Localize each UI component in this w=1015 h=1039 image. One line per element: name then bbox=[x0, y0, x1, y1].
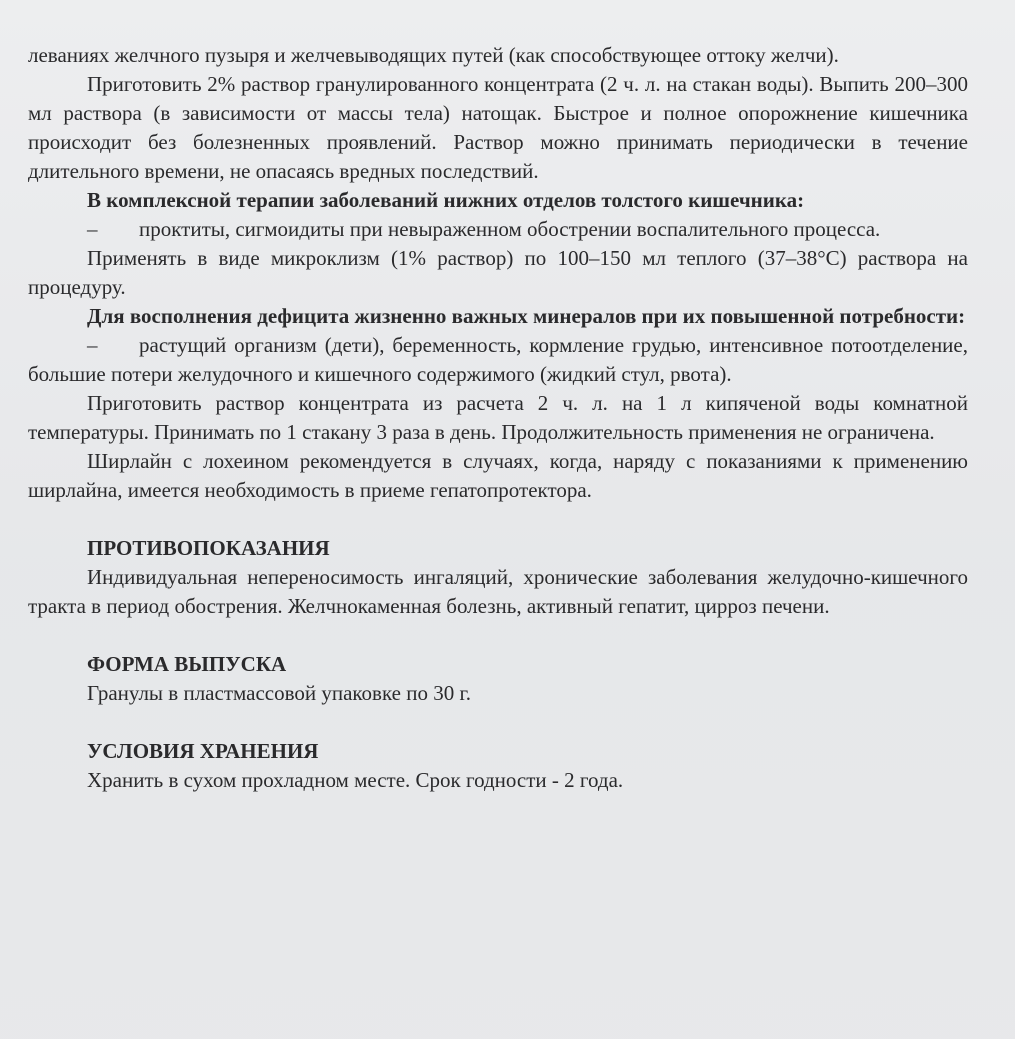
subheading-minerals: Для восполнения дефицита жизненно важных минералов при их повышенной потребности: bbox=[87, 304, 966, 328]
subheading-lower-intestine: В комплексной терапии заболеваний нижних отделов толстого кишечника: bbox=[87, 188, 805, 212]
paragraph-dosage: Приготовить раствор концентрата из расчета 2 ч. л. на 1 л кипяченой воды комнатной температуры. Принимать по 1 стакану 3 раза в день. Продолжительность применения не ограничена. bbox=[28, 391, 968, 444]
list-item-proctitis bbox=[28, 215, 968, 244]
text-contraindications: Индивидуальная непереносимость ингаляций, хронические заболевания желудочно-кишечного тракта в период обострения. Желчнокаменная болезнь, активный гепатит, цирроз печени. bbox=[28, 565, 968, 618]
list-item-growing-organism bbox=[28, 331, 968, 389]
paragraph-lokhein: Ширлайн с лохеином рекомендуется в случаях, когда, наряду с показаниями к применению ширлайна, имеется необходимость в приеме гепатопротектора. bbox=[28, 449, 968, 502]
list-dash: – bbox=[87, 217, 98, 241]
list-dash: – bbox=[87, 333, 98, 357]
heading-storage: УСЛОВИЯ ХРАНЕНИЯ bbox=[87, 739, 319, 763]
spacer bbox=[28, 505, 968, 534]
spacer bbox=[28, 708, 968, 737]
heading-release-form: ФОРМА ВЫПУСКА bbox=[87, 652, 287, 676]
list-item-text: растущий организм (дети), беременность, кормление грудью, интенсивное потоотделение, большие потери желудочного и кишечного содержимого (жидкий стул, рвота). bbox=[28, 333, 968, 386]
document-page bbox=[28, 41, 968, 795]
list-item-text: проктиты, сигмоидиты при невыраженном обострении воспалительного процесса. bbox=[139, 217, 881, 241]
paragraph-microclysters: Применять в виде микроклизм (1% раствор) по 100–150 мл теплого (37–38°С) раствора на процедуру. bbox=[28, 246, 968, 299]
paragraph-preparation: Приготовить 2% раствор гранулированного концентрата (2 ч. л. на стакан воды). Выпить 200–300 мл раствора (в зависимости от массы тела) натощак. Быстрое и полное опорожнение кишечника происходит без болезненных проявлений. Раствор можно принимать периодически в течение длительного времени, не опасаясь вредных последствий. bbox=[28, 72, 968, 183]
text-storage: Хранить в сухом прохладном месте. Срок годности - 2 года. bbox=[87, 768, 624, 792]
paragraph-continuation: леваниях желчного пузыря и желчевыводящих путей (как способствующее оттоку желчи). bbox=[28, 43, 839, 67]
text-release-form: Гранулы в пластмассовой упаковке по 30 г. bbox=[87, 681, 471, 705]
spacer bbox=[28, 621, 968, 650]
heading-contraindications: ПРОТИВОПОКАЗАНИЯ bbox=[87, 536, 330, 560]
